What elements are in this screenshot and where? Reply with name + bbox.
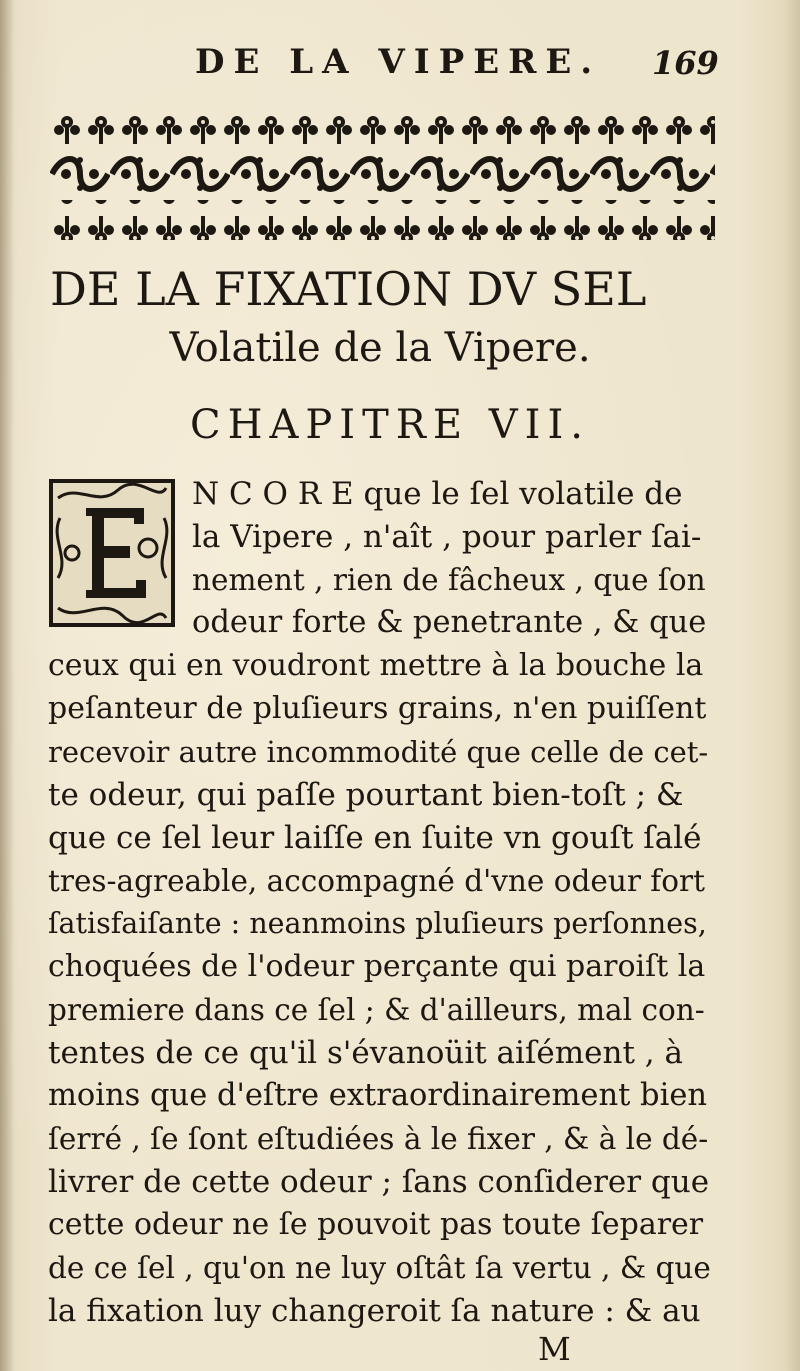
text-line-9: que ce ſel leur laiſſe en ſuite vn gouſt ſalé <box>48 820 702 856</box>
decorated-initial-icon <box>48 478 176 628</box>
running-head: DE LA VIPERE. <box>195 42 602 82</box>
text-line-16: ſerré , ſe ſont eſtudiées à le fixer , & à le dé- <box>48 1122 709 1156</box>
text-line-13: premiere dans ce ſel ; & d'ailleurs, mal con- <box>48 993 705 1027</box>
text-line-20: la fixation luy changeroit ſa nature : & au <box>48 1293 701 1329</box>
chapter-title-line-1: DE LA FIXATION DV SEL <box>50 262 647 316</box>
catchword: M <box>538 1330 571 1368</box>
text-line-10: tres-agreable, accompagné d'vne odeur fort <box>48 864 705 898</box>
text-line-6: peſanteur de pluſieurs grains, n'en puiſſent <box>48 691 707 726</box>
text-line-3: nement , rien de fâcheux , que ſon <box>192 563 706 597</box>
text-line-14: tentes de ce qu'il s'évanoüit aiſément , à <box>48 1035 683 1071</box>
text-line-7: recevoir autre incommodité que celle de cet- <box>48 735 709 769</box>
floral-headpiece-ornament-icon <box>50 108 715 240</box>
text-line-1: N C O R E que le ſel volatile de <box>192 476 683 512</box>
text-line-15: moins que d'eſtre extraordinairement bien <box>48 1078 708 1113</box>
chapter-title-line-2: Volatile de la Vipere. <box>169 325 591 371</box>
text-line-12: choquées de l'odeur perçante qui paroiſt la <box>48 949 706 984</box>
text-line-4: odeur forte & penetrante , & que <box>192 605 707 640</box>
text-line-5: ceux qui en voudront mettre à la bouche la <box>48 648 704 683</box>
text-line-2: la Vipere , n'aît , pour parler ſai- <box>192 519 702 555</box>
text-line-19: de ce ſel , qu'on ne luy oſtât ſa vertu , & que <box>48 1251 711 1285</box>
text-line-18: cette odeur ne ſe pouvoit pas toute ſeparer <box>48 1207 704 1242</box>
chapter-number: CHAPITRE VII. <box>189 402 590 448</box>
text-line-8: te odeur, qui paſſe pourtant bien-toſt ; & <box>48 777 684 813</box>
page-number: 169 <box>652 44 719 82</box>
text-line-11: ſatisfaiſante : neanmoins pluſieurs perſonnes, <box>48 907 707 940</box>
gutter-shadow <box>0 0 14 1371</box>
text-line-17: livrer de cette odeur ; ſans conſiderer que <box>48 1164 710 1200</box>
